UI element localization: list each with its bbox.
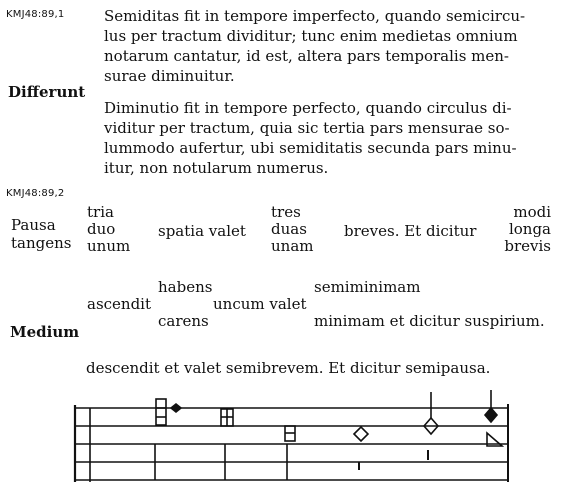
- text-carens: carens: [158, 312, 209, 330]
- text-habens: habens: [158, 278, 213, 296]
- text-breves-dicitur: breves. Et dicitur: [344, 222, 477, 240]
- text-minimam-suspirium: minimam et dicitur suspirium.: [314, 312, 545, 330]
- text-line: tres: [271, 203, 301, 221]
- text-line: surae diminuitur.: [104, 67, 235, 85]
- text-line: unam: [271, 237, 314, 255]
- text-line: tria: [87, 203, 114, 221]
- text-line: duo: [87, 220, 116, 238]
- text-uncum-valet: uncum valet: [213, 295, 307, 313]
- text-line: Diminutio fit in tempore perfecto, quando circulus di-: [104, 99, 512, 117]
- semibreve-rest-mark: [285, 426, 295, 441]
- minim-note-mark: [424, 392, 438, 434]
- text-semiminimam: semiminimam: [314, 278, 421, 296]
- text-line: notarum cantatur, id est, altera pars temporalis men-: [104, 47, 509, 65]
- text-line: lus per tractum dividitur; tunc enim medietas omnium: [104, 27, 518, 45]
- text-line: brevis: [504, 237, 551, 255]
- text-line: tangens: [11, 234, 72, 252]
- text-line: unum: [87, 237, 131, 255]
- text-line: modi: [513, 203, 551, 221]
- text-line: itur, non notularum numerus.: [104, 159, 329, 177]
- long-rest-mark: [156, 399, 181, 425]
- breve-rest-mark: [221, 409, 233, 426]
- text-ascendit: ascendit: [87, 295, 152, 313]
- text-line: Semiditas fit in tempore imperfecto, quando semicircu-: [104, 7, 526, 25]
- semibreve-note-mark: [354, 427, 368, 441]
- reference-id-2: KMJ48:89,2: [6, 188, 65, 199]
- suspirium-tick: [359, 450, 428, 470]
- text-line: Pausa: [11, 216, 56, 234]
- text-line: viditur per tractum, quia sic tertia pars mensurae so-: [104, 119, 510, 137]
- text-line: duas: [271, 220, 307, 238]
- semiminim-note-mark: [485, 390, 502, 446]
- side-heading-differunt: Differunt: [8, 83, 86, 101]
- reference-id-1: KMJ48:89,1: [6, 9, 65, 20]
- text-descendit: descendit et valet semibrevem. Et dicitur semipausa.: [86, 359, 491, 377]
- text-spatia-valet: spatia valet: [158, 222, 246, 240]
- side-heading-medium: Medium: [10, 323, 80, 341]
- text-line: longa: [508, 220, 551, 238]
- text-line: lummodo aufertur, ubi semiditatis secunda pars minu-: [104, 139, 517, 157]
